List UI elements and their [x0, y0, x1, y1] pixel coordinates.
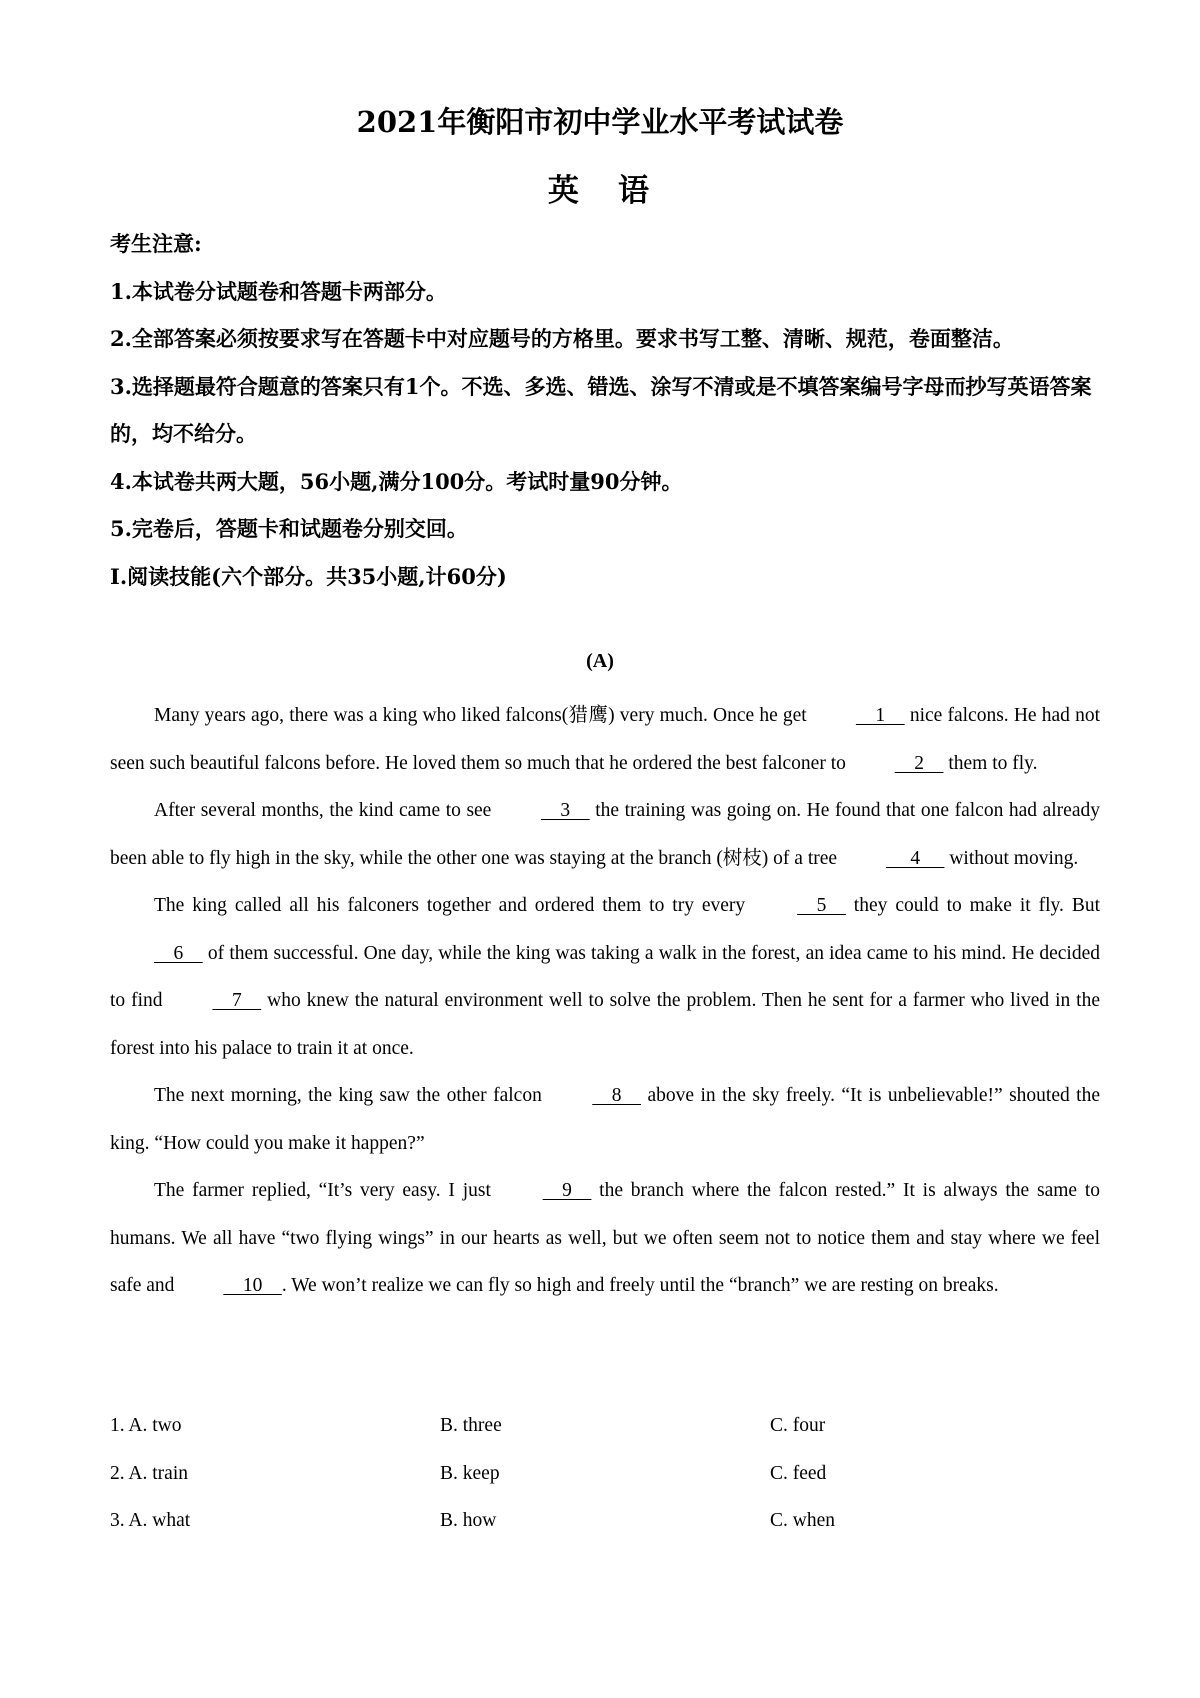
option-a: 1. A. two	[110, 1415, 182, 1436]
blank-3: 3	[540, 800, 590, 821]
notice-item: 2.全部答案必须按要求写在答题卡中对应题号的方格里。要求书写工整、清晰、规范，卷面整洁。	[110, 326, 1014, 351]
passage-text: the branch where the falcon rested.” It is always the same to humans. We all have “two flying wings” in our hearts as well, but we often seem not to notice them and stay where we feel safe and	[110, 1180, 1100, 1296]
notice-heading: 考生注意:	[110, 231, 202, 256]
blank-10: 10	[223, 1275, 282, 1296]
option-a: 2. A. train	[110, 1462, 188, 1484]
option-c: C. feed	[770, 1462, 827, 1484]
option-b: B. three	[440, 1415, 502, 1436]
exam-title: 2021年衡阳市初中学业水平考试试卷	[356, 105, 844, 139]
option-c: C. four	[770, 1415, 826, 1436]
passage-paragraph	[110, 1167, 1100, 1310]
passage-text: the training was going on. He found that one falcon had already been able to fly high in the sky, while the other one was staying at the branch (树枝) of a tree	[110, 800, 1100, 869]
notice-item: 3.选择题最符合题意的答案只有1个。不选、多选、错选、涂写不清或是不填答案编号字母而抄写英语答案的，均不给分。	[110, 373, 1092, 446]
blank-6: 6	[154, 942, 203, 964]
passage-text: The farmer replied, “It’s very easy. I just	[154, 1180, 499, 1201]
answer-options	[110, 1402, 1100, 1545]
subject-char-2: 语	[618, 173, 653, 209]
question-row	[110, 1450, 1100, 1498]
blank-7: 7	[212, 990, 262, 1011]
question-row	[110, 1497, 1100, 1545]
passage-text: Many years ago, there was a king who liked falcons(猎鹰) very much. Once he get	[154, 705, 812, 726]
subject-title	[0, 165, 1200, 210]
blank-1: 1	[855, 705, 905, 726]
option-a: 3. A. what	[110, 1510, 191, 1531]
part-label: (A)	[586, 650, 614, 672]
passage-text: nice falcons. He had not seen such beautiful falcons before. He loved them so much that he ordered the best falconer to	[110, 705, 1100, 774]
passage-text: of them successful. One day, while the king was taking a walk in the forest, an idea came to his mind. He decided to find	[110, 942, 1100, 1011]
option-b: B. keep	[440, 1462, 500, 1484]
passage-text: The king called all his falconers together and ordered them to try every	[154, 895, 754, 916]
passage-paragraph	[110, 692, 1100, 787]
passage-text: who knew the natural environment well to solve the problem. Then he sent for a farmer who lived in the forest into his palace to train it at once.	[110, 990, 1100, 1059]
blank-4: 4	[885, 847, 945, 869]
passage-paragraph	[110, 882, 1100, 1072]
passage-paragraph	[110, 1072, 1100, 1167]
subject-char-1: 英	[547, 173, 582, 209]
blank-5: 5	[797, 895, 846, 916]
blank-9: 9	[542, 1180, 592, 1201]
question-row	[110, 1402, 1100, 1450]
passage-paragraph	[110, 787, 1100, 882]
exam-notice	[110, 220, 1100, 600]
passage-text: without moving.	[944, 847, 1079, 869]
notice-item: 5.完卷后，答题卡和试题卷分别交回。	[110, 516, 468, 541]
option-b: B. how	[440, 1510, 497, 1531]
passage-text: them to fly.	[943, 752, 1038, 774]
notice-item: 1.本试卷分试题卷和答题卡两部分。	[110, 278, 447, 304]
blank-2: 2	[894, 752, 944, 774]
passage-text: After several months, the kind came to see	[154, 800, 497, 821]
option-c: C. when	[770, 1510, 835, 1531]
cloze-passage	[110, 692, 1100, 1310]
passage-text: they could to make it fly. But	[845, 895, 1100, 916]
blank-8: 8	[592, 1085, 642, 1106]
passage-text: . We won’t realize we can fly so high and freely until the “branch” we are resting on breaks.	[281, 1275, 999, 1296]
section-heading: I.阅读技能(六个部分。共35小题,计60分)	[110, 563, 507, 589]
passage-text: above in the sky freely. “It is unbelievable!” shouted the king. “How could you make it happen?”	[110, 1085, 1100, 1154]
notice-item: 4.本试卷共两大题，56小题,满分100分。考试时量90分钟。	[110, 468, 683, 494]
passage-text: The next morning, the king saw the other falcon	[154, 1085, 549, 1106]
